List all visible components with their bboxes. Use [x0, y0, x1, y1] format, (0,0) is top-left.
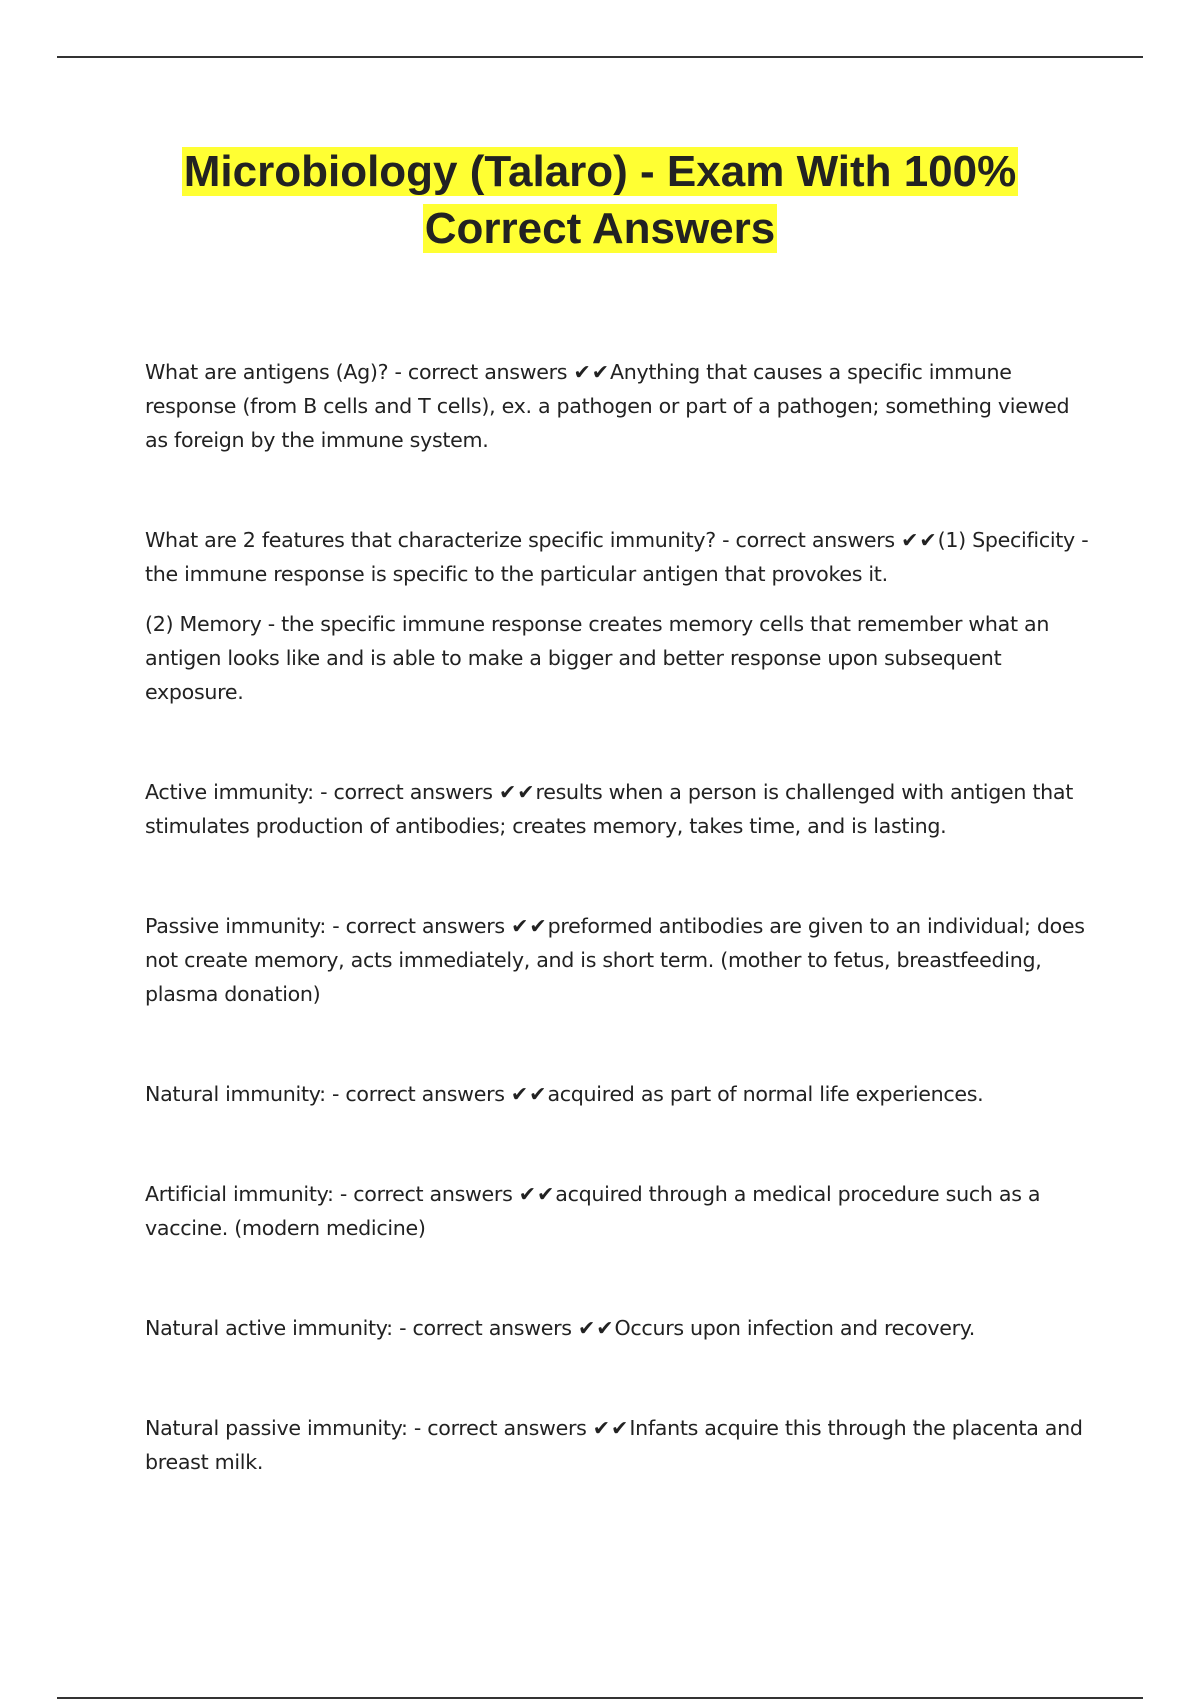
- answer-text: acquired as part of normal life experiences.: [547, 1082, 984, 1106]
- answer-text: Occurs upon infection and recovery.: [614, 1316, 975, 1340]
- qa-entry: [145, 1311, 1095, 1345]
- top-rule: [57, 56, 1143, 58]
- qa-entry: [145, 355, 1095, 457]
- followup-paragraph: (2) Memory - the specific immune response creates memory cells that remember what an antigen looks like and is able to make a bigger and better response upon subsequent exposure.: [145, 612, 1050, 704]
- qa-paragraph: [145, 1411, 1095, 1479]
- separator-text: - correct answers: [407, 1416, 593, 1440]
- separator-text: - correct answers: [325, 914, 512, 938]
- qa-entry: [145, 909, 1095, 1011]
- double-check-icon: ✔✔: [901, 528, 938, 552]
- separator-text: - correct answers: [333, 1182, 519, 1206]
- qa-paragraph: [145, 1177, 1095, 1245]
- qa-paragraph: [145, 523, 1095, 591]
- qa-paragraph: [145, 1077, 1095, 1111]
- title-block: [100, 143, 1100, 257]
- question-text: What are antigens (Ag)?: [145, 360, 389, 384]
- bottom-rule: [57, 1697, 1143, 1699]
- answer-text: (1) Specificity - the immune response is specific to the particular antigen that provokes it.: [145, 528, 1089, 586]
- title-line-1: Microbiology (Talaro) - Exam With 100%: [183, 147, 1017, 196]
- qa-entry: [145, 1411, 1095, 1479]
- question-text: Passive immunity:: [145, 914, 326, 938]
- separator-text: - correct answers: [392, 1316, 578, 1340]
- double-check-icon: ✔✔: [592, 1416, 630, 1440]
- answer-text: results when a person is challenged with antigen that stimulates production of antibodies; creates memory, takes time, and is lasting.: [145, 780, 1073, 838]
- qa-paragraph: [145, 1311, 1095, 1345]
- separator-text: - correct answers: [388, 360, 574, 384]
- answer-text: acquired through a medical procedure such as a vaccine. (modern medicine): [145, 1182, 1041, 1240]
- double-check-icon: ✔✔: [577, 1316, 615, 1340]
- qa-entry: [145, 1077, 1095, 1111]
- page-title: [100, 143, 1100, 257]
- double-check-icon: ✔✔: [510, 1082, 548, 1106]
- question-text: Artificial immunity:: [145, 1182, 334, 1206]
- qa-list: [145, 355, 1095, 1479]
- qa-paragraph: [145, 355, 1095, 457]
- qa-entry: [145, 523, 1095, 709]
- question-text: Natural active immunity:: [145, 1316, 393, 1340]
- separator-text: - correct answers: [715, 528, 902, 552]
- separator-text: - correct answers: [313, 780, 499, 804]
- double-check-icon: ✔✔: [511, 914, 548, 938]
- qa-entry: [145, 775, 1095, 843]
- answer-text: preformed antibodies are given to an individual; does not create memory, acts immediately, and is short term. (mother to fetus, breastfeeding, plasma donation): [145, 914, 1085, 1006]
- qa-paragraph: [145, 775, 1095, 843]
- double-check-icon: ✔✔: [518, 1182, 556, 1206]
- title-line-2: Correct Answers: [424, 204, 776, 253]
- qa-entry: [145, 1177, 1095, 1245]
- question-text: Active immunity:: [145, 780, 314, 804]
- separator-text: - correct answers: [325, 1082, 511, 1106]
- question-text: Natural passive immunity:: [145, 1416, 408, 1440]
- answer-text: Infants acquire this through the placenta and breast milk.: [145, 1416, 1083, 1474]
- answer-text: Anything that causes a specific immune response (from B cells and T cells), ex. a pathogen or part of a pathogen; something viewed as foreign by the immune system.: [145, 360, 1070, 452]
- question-text: Natural immunity:: [145, 1082, 326, 1106]
- double-check-icon: ✔✔: [498, 780, 536, 804]
- double-check-icon: ✔✔: [573, 360, 610, 384]
- question-text: What are 2 features that characterize specific immunity?: [145, 528, 716, 552]
- qa-paragraph: [145, 909, 1095, 1011]
